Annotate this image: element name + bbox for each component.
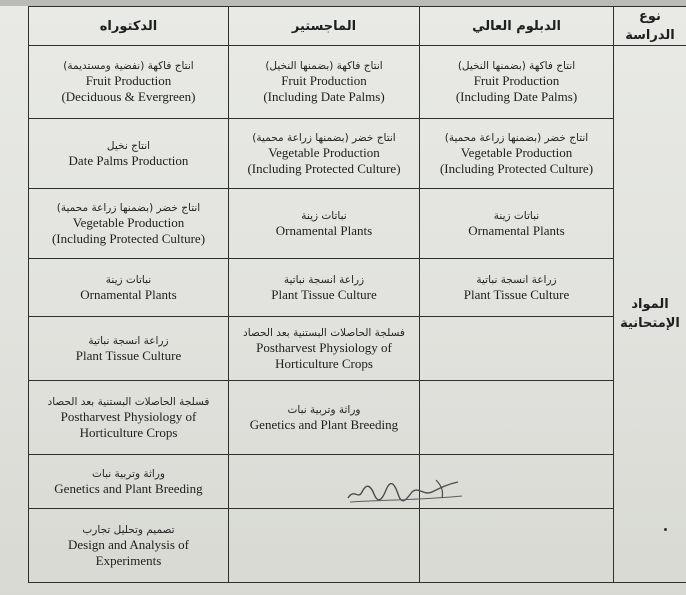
table-row bbox=[29, 381, 686, 455]
cell-masters bbox=[229, 259, 420, 317]
cell-en: Fruit Production (Including Date Palms) bbox=[455, 73, 578, 104]
cell-ar: زراعة انسجة نباتية bbox=[476, 273, 557, 286]
cell-en: Fruit Production (Deciduous & Evergreen) bbox=[61, 73, 196, 104]
cell-en: Vegetable Production (Including Protected Culture) bbox=[247, 144, 401, 176]
cell-doctorate bbox=[29, 317, 229, 381]
cell-en: Genetics and Plant Breeding bbox=[54, 480, 203, 496]
cell-en: Fruit Production (Including Date Palms) bbox=[263, 73, 385, 104]
cell-ar: نباتات زينة bbox=[493, 209, 540, 222]
cell-en: Plant Tissue Culture bbox=[75, 347, 182, 363]
table-row bbox=[29, 509, 686, 583]
cell-en: Design and Analysis of Experiments bbox=[68, 536, 189, 568]
cell-diploma bbox=[420, 189, 614, 259]
cell-diploma bbox=[420, 509, 614, 583]
cell-en: Genetics and Plant Breeding bbox=[249, 416, 399, 432]
cell-ar: فسلجة الحاصلات البستنية بعد الحصاد bbox=[47, 395, 210, 408]
side-label-cell bbox=[614, 46, 686, 583]
cell-ar: انتاج فاكهة (نفضية ومستديمة) bbox=[63, 60, 194, 72]
cell-doctorate bbox=[29, 119, 229, 189]
table-row bbox=[29, 189, 686, 259]
cell-doctorate bbox=[29, 381, 229, 455]
cell-en: Plant Tissue Culture bbox=[463, 286, 570, 302]
cell-en: Postharvest Physiology of Horticulture Crops bbox=[256, 339, 392, 371]
cell-en: Ornamental Plants bbox=[80, 286, 177, 302]
cell-en: Plant Tissue Culture bbox=[271, 286, 377, 302]
cell-ar: وراثة وتربية نبات bbox=[92, 467, 165, 480]
cell-masters bbox=[229, 381, 420, 455]
cell-en: Vegetable Production (Including Protected Culture) bbox=[439, 144, 594, 176]
cell-masters bbox=[229, 46, 420, 119]
handwritten-signature bbox=[340, 470, 470, 510]
cell-en: Ornamental Plants bbox=[275, 222, 373, 238]
side-label: المواد الإمتحانية bbox=[620, 297, 680, 331]
cell-doctorate bbox=[29, 189, 229, 259]
header-doctorate: الدكتوراه bbox=[29, 7, 229, 46]
header-masters: الماجستير bbox=[229, 7, 420, 46]
cell-diploma bbox=[420, 119, 614, 189]
cell-masters bbox=[229, 509, 420, 583]
cell-masters bbox=[229, 189, 420, 259]
header-study-type bbox=[614, 7, 686, 46]
cell-masters bbox=[229, 317, 420, 381]
cell-en: Ornamental Plants bbox=[468, 222, 565, 238]
cell-ar: انتاج فاكهة (بضمنها النخيل) bbox=[265, 60, 383, 72]
cell-ar: انتاج خضر (بضمنها زراعة محمية) bbox=[252, 131, 396, 144]
cell-ar: انتاج نخيل bbox=[106, 139, 151, 152]
ink-dot bbox=[664, 528, 667, 531]
cell-ar: انتاج خضر (بضمنها زراعة محمية) bbox=[56, 201, 201, 214]
cell-masters bbox=[229, 119, 420, 189]
table-row bbox=[29, 259, 686, 317]
cell-doctorate bbox=[29, 455, 229, 509]
cell-ar: انتاج فاكهة (بضمنها النخيل) bbox=[457, 60, 576, 72]
cell-ar: زراعة انسجة نباتية bbox=[283, 273, 365, 286]
cell-ar: نباتات زينة bbox=[301, 209, 347, 222]
cell-ar: فسلجة الحاصلات البستنية بعد الحصاد bbox=[243, 326, 405, 339]
header-row bbox=[29, 7, 686, 46]
cell-diploma bbox=[420, 381, 614, 455]
cell-en: Postharvest Physiology of Horticulture Crops bbox=[60, 408, 197, 440]
cell-doctorate bbox=[29, 509, 229, 583]
cell-ar: انتاج خضر (بضمنها زراعة محمية) bbox=[444, 131, 589, 144]
header-diploma: الدبلوم العالي bbox=[420, 7, 614, 46]
cell-ar: وراثة وتربية نبات bbox=[287, 403, 361, 416]
cell-doctorate bbox=[29, 259, 229, 317]
cell-ar: تصميم وتحليل تجارب bbox=[82, 523, 175, 536]
cell-doctorate bbox=[29, 46, 229, 119]
header-study-type-label: نوع الدراسة bbox=[625, 9, 675, 43]
cell-ar: زراعة انسجة نباتية bbox=[88, 334, 169, 347]
cell-diploma bbox=[420, 317, 614, 381]
table-row bbox=[29, 317, 686, 381]
cell-ar: نباتات زينة bbox=[105, 273, 152, 286]
cell-en: Vegetable Production (Including Protected Culture) bbox=[51, 214, 206, 246]
table-row bbox=[29, 46, 686, 119]
cell-diploma bbox=[420, 46, 614, 119]
cell-diploma bbox=[420, 259, 614, 317]
cell-en: Date Palms Production bbox=[68, 152, 189, 168]
table-row bbox=[29, 119, 686, 189]
